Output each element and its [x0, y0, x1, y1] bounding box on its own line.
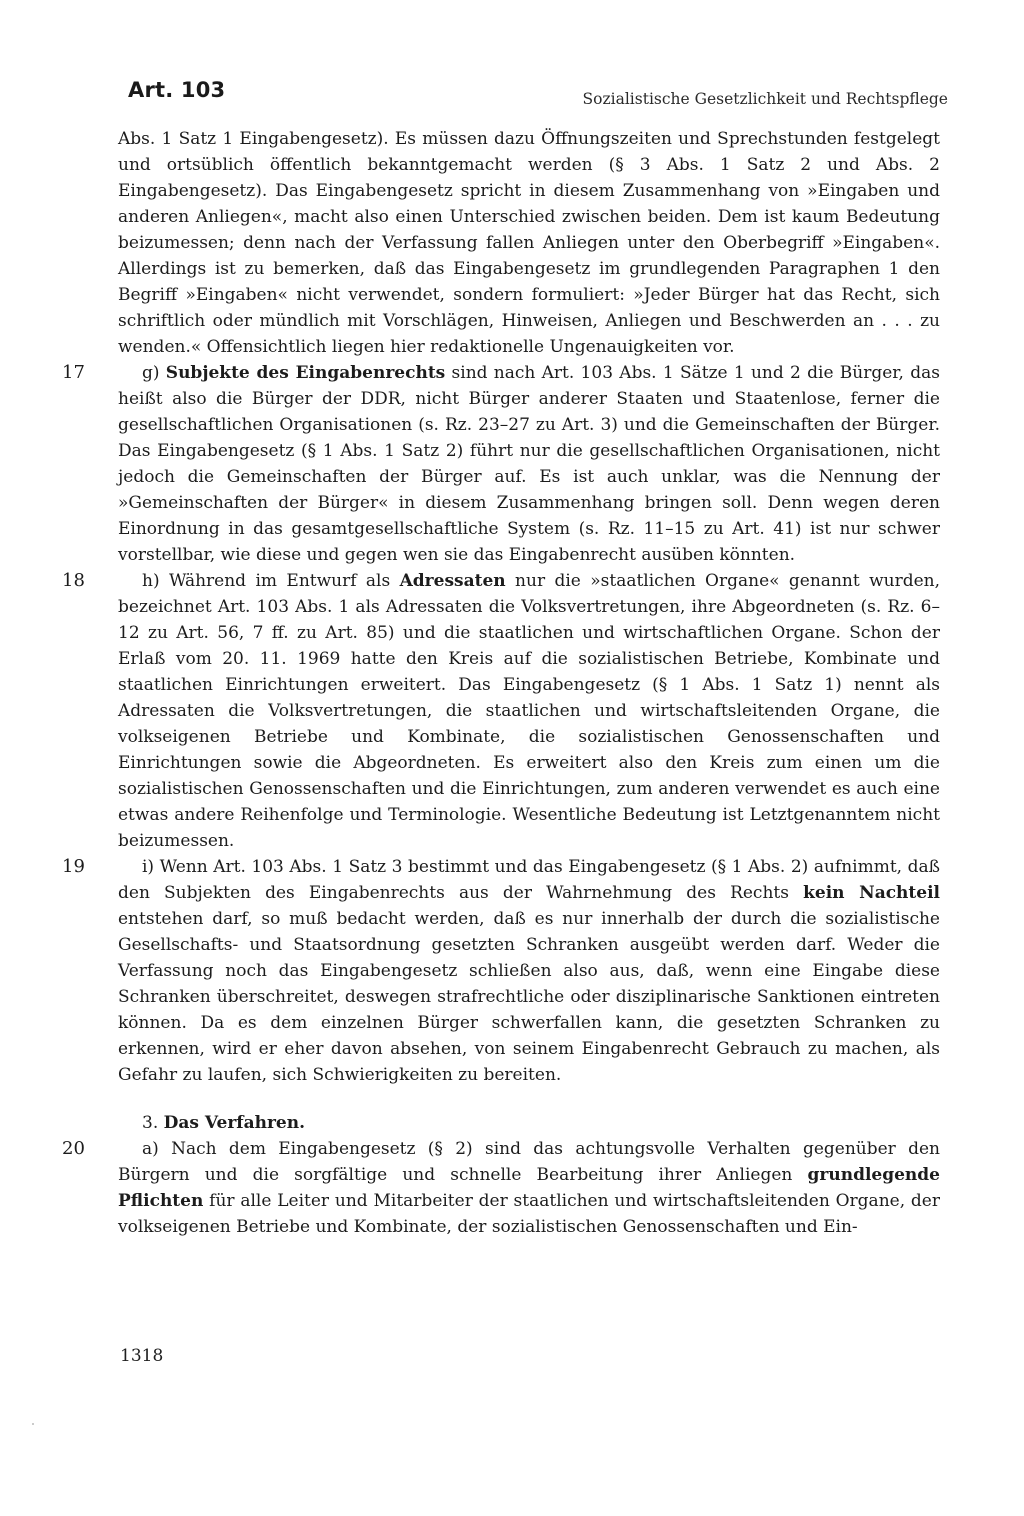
paragraph-19-text: entstehen darf, so muß bedacht werden, daß es nur innerhalb der durch die sozialistische Gesellschafts- und Staatsordnung gesetzten Schranken ausgeübt werden darf. Weder die Verfassung noch das Eingabengesetz schließen also aus, daß, wenn eine Eingabe diese Schranken überschreitet, deswegen strafrechtliche oder disziplinarische Sanktionen eintreten können. Da es dem einzelnen Bürger schwerfallen kann, die gesetzten Schranken zu erkennen, wird er eher davon absehen, von seinem Eingabenrecht Gebrauch zu machen, als Gefahr zu laufen, sich Schwierigkeiten zu bereiten. — [118, 909, 940, 1085]
margin-number-20: 20 — [62, 1138, 85, 1159]
paragraph-20-text: für alle Leiter und Mitarbeiter der staatlichen und wirtschaftsleitenden Organe, der volkseigenen Betriebe und Kombinate, der sozialistischen Genossenschaften und Ein- — [118, 1191, 940, 1237]
section-title: Das Verfahren. — [163, 1113, 306, 1133]
article-heading: Art. 103 — [128, 78, 226, 102]
scan-speck — [32, 1423, 34, 1425]
paragraph-19-lead: i) Wenn Art. 103 Abs. 1 Satz 3 bestimmt und das Eingabengesetz (§ 1 Abs. 2) aufnimmt, daß den Subjekten des Eingabenrechts aus der Wahrnehmung des Rechts — [118, 857, 940, 903]
paragraph-20-keyword: grundlegende Pflichten — [118, 1165, 940, 1211]
section-number: 3. — [142, 1113, 164, 1133]
section-heading — [118, 1110, 940, 1136]
paragraph-20 — [62, 1136, 940, 1240]
paragraph-18-lead: h) Während im Entwurf als — [142, 571, 400, 591]
paragraph-18 — [62, 568, 940, 854]
page-number: 1318 — [120, 1346, 164, 1366]
paragraph-17-keyword: Subjekte des Eingabenrechts — [165, 363, 446, 383]
paragraph-continued: Abs. 1 Satz 1 Eingabengesetz). Es müssen dazu Öffnungszeiten und Sprechstunden festgelegt und ortsüblich öffentlich bekanntgemacht werden (§ 3 Abs. 1 Satz 2 und Abs. 2 Eingabengesetz). Das Eingabengesetz spricht in diesem Zusammenhang von »Eingaben und anderen Anliegen«, macht also einen Unterschied zwischen beiden. Dem ist kaum Bedeutung beizumessen; denn nach der Verfassung fallen Anliegen unter den Oberbegriff »Eingaben«. Allerdings ist zu bemerken, daß das Eingabengesetz im grundlegenden Paragraphen 1 den Begriff »Eingaben« nicht verwendet, sondern formuliert: »Jeder Bürger hat das Recht, sich schriftlich oder mündlich mit Vorschlägen, Hinweisen, Anliegen und Beschwerden an . . . zu wenden.« Offensichtlich liegen hier redaktionelle Ungenauigkeiten vor. — [118, 129, 940, 357]
paragraph-17-lead: g) — [142, 363, 166, 383]
paragraph-18-text: nur die »staatlichen Organe« genannt wurden, bezeichnet Art. 103 Abs. 1 als Adressaten die Volksvertretungen, ihre Abgeordneten (s. Rz. 6–12 zu Art. 56, 7 ff. zu Art. 85) und die staatlichen und wirtschaftlichen Organe. Schon der Erlaß vom 20. 11. 1969 hatte den Kreis auf die sozialistischen Betriebe, Kombinate und staatlichen Einrichtungen erweitert. Das Eingabengesetz (§ 1 Abs. 1 Satz 1) nennt als Adressaten die Volksvertretungen, die staatlichen und wirtschaftsleitenden Organe, die volkseigenen Betriebe und Kombinate, die sozialistischen Genossenschaften und Einrichtungen sowie die Abgeordneten. Es erweitert also den Kreis zum einen um die sozialistischen Genossenschaften und die Einrichtungen, zum anderen verwendet es auch eine etwas andere Reihenfolge und Terminologie. Wesentliche Bedeutung ist Letztgenanntem nicht beizumessen. — [118, 571, 940, 851]
paragraph-17 — [62, 360, 940, 568]
body-text — [62, 126, 940, 1240]
paragraph-20-lead: a) Nach dem Eingabengesetz (§ 2) sind das achtungsvolle Verhalten gegenüber den Bürgern und die sorgfältige und schnelle Bearbeitung ihrer Anliegen — [118, 1139, 940, 1185]
paragraph-19-keyword: kein Nachteil — [803, 883, 940, 903]
running-title: Sozialistische Gesetzlichkeit und Rechtspflege — [582, 90, 948, 108]
paragraph-17-text: sind nach Art. 103 Abs. 1 Sätze 1 und 2 die Bürger, das heißt also die Bürger der DDR, nicht Bürger anderer Staaten und Staatenlose, ferner die gesellschaftlichen Organisationen (s. Rz. 23–27 zu Art. 3) und die Gemeinschaften der Bürger. Das Eingabengesetz (§ 1 Abs. 1 Satz 2) führt nur die gesellschaftlichen Organisationen, nicht jedoch die Gemeinschaften der Bürger auf. Es ist auch unklar, was die Nennung der »Gemeinschaften der Bürger« in diesem Zusammenhang bringen soll. Denn wegen deren Einordnung in das gesamtgesellschaftliche System (s. Rz. 11–15 zu Art. 41) ist nur schwer vorstellbar, wie diese und gegen wen sie das Eingabenrecht ausüben könnten. — [118, 363, 940, 565]
margin-number-19: 19 — [62, 856, 85, 877]
margin-number-17: 17 — [62, 362, 85, 383]
paragraph-19 — [62, 854, 940, 1088]
paragraph-18-keyword: Adressaten — [399, 571, 506, 591]
margin-number-18: 18 — [62, 570, 85, 591]
